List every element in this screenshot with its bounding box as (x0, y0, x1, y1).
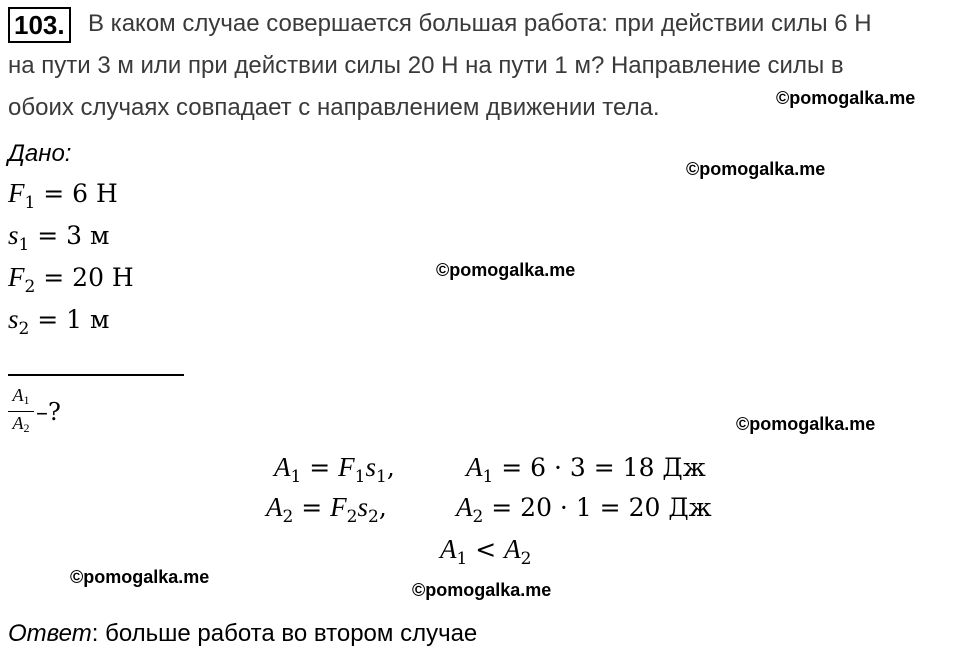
watermark: ©pomogalka.me (70, 567, 210, 587)
solution-eq-2: $A_2 = F_2s_2$, (266, 492, 387, 527)
watermark: ©pomogalka.me (412, 580, 552, 600)
problem-text-line-2: на пути 3 м или при действии силы 20 Н на пути 1 м? Направление силы в (8, 52, 844, 79)
answer (8, 620, 477, 648)
given-divider (8, 374, 184, 376)
solution-calc-2: $A_2 = 20 \cdot 1 = 20$ Дж (456, 492, 712, 527)
problem-text-line-3: обоих случаях совпадает с направлением движении тела. (8, 94, 660, 121)
given-s2: $s_2 = 1$ м (8, 304, 110, 339)
solution-calc-1: $A_1 = 6 \cdot 3 = 18$ Дж (466, 452, 706, 487)
answer-label: Ответ (8, 620, 92, 647)
solution-eq-1: $A_1 = F_1s_1$, (274, 452, 395, 487)
given-s1: $s_1 = 3$ м (8, 220, 110, 255)
find-question: –? (36, 397, 61, 426)
problem-text-line-1: В каком случае совершается большая работа: при действии силы 6 Н (88, 10, 872, 37)
watermark: ©pomogalka.me (776, 88, 916, 108)
watermark: ©pomogalka.me (436, 260, 576, 280)
given-title: Дано: (8, 140, 72, 167)
given-f2: $F_2 = 20$ Н (8, 262, 134, 297)
solution-compare: $A_1 < A_2$ (440, 534, 532, 569)
watermark: ©pomogalka.me (736, 414, 876, 434)
find-ratio: $A_1$ $A_2$ –? (8, 386, 61, 437)
answer-text: : больше работа во втором случае (91, 620, 478, 647)
given-f1: $F_1 = 6$ Н (8, 178, 118, 213)
watermark: ©pomogalka.me (686, 159, 826, 179)
problem-number: 103. (8, 7, 71, 43)
